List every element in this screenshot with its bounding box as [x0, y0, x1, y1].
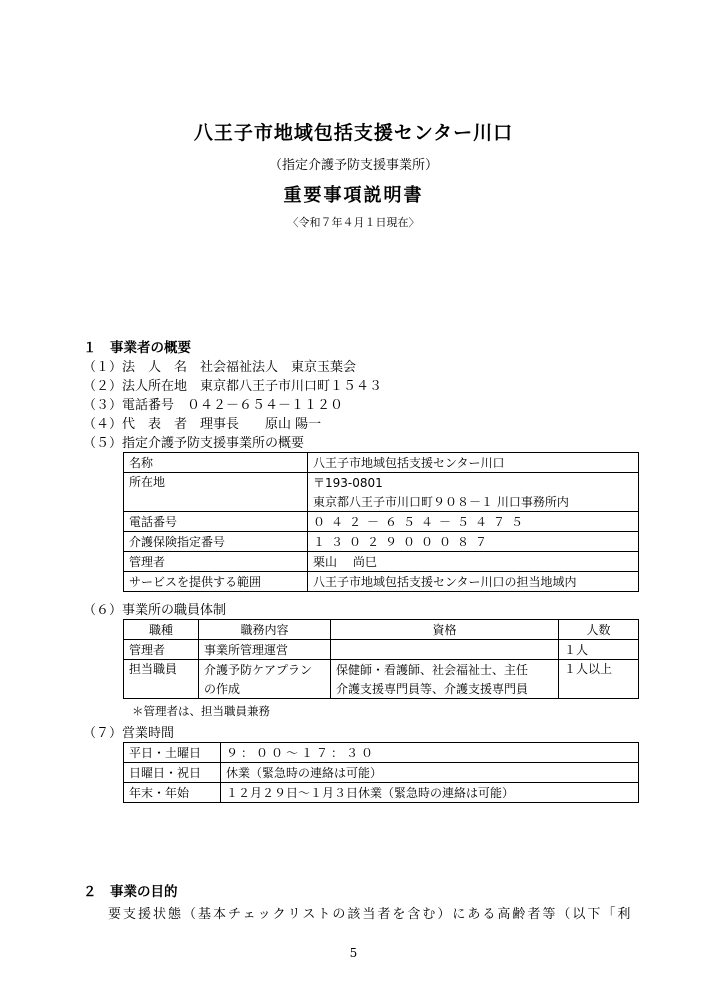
column-header: 職種 [124, 620, 199, 640]
phone-label: 電話番号 [124, 512, 308, 532]
staff-duty: 事業所管理運営 [199, 640, 331, 660]
line-number: （３） [83, 398, 123, 413]
staff-type: 管理者 [124, 640, 199, 660]
line-value: 東京都八王子市川口町１５４３ [200, 379, 383, 394]
column-header: 資格 [331, 620, 559, 640]
as-of-date: 〈令和７年４月１日現在〉 [287, 216, 420, 229]
staff-count: １人以上 [559, 660, 639, 699]
document-title: 重要事項説明書 [283, 185, 424, 206]
manager-label: 管理者 [124, 552, 308, 572]
overview-line-phone [83, 394, 343, 413]
section-heading-purpose: ２ 事業の目的 [83, 884, 178, 900]
hours-time: ９：００～１７：３０ [221, 743, 639, 763]
staff-qualification [331, 640, 559, 660]
line-number: （４） [83, 417, 123, 432]
overview-line-corp-name [83, 356, 356, 375]
table-row [124, 512, 639, 532]
table-row [124, 532, 639, 552]
name-label: 名称 [124, 453, 308, 473]
line-value: 社会福祉法人 東京玉葉会 [200, 360, 357, 375]
hours-time: １２月２９日～１月３日休業（緊急時の連絡は可能） [221, 783, 639, 803]
table-row [124, 453, 639, 473]
table-row [124, 572, 639, 592]
phone-value: ０４２－６５４－５４７５ [308, 512, 639, 532]
column-header: 職務内容 [199, 620, 331, 640]
hours-heading: （７）営業時間 [83, 726, 175, 741]
staff-duty: 介護予防ケアプラン [199, 660, 331, 680]
hours-day: 年末・年始 [124, 783, 221, 803]
staff-type: 担当職員 [124, 660, 199, 699]
staff-count: １人 [559, 640, 639, 660]
line-label: 電話番号 [122, 398, 175, 413]
table-row [124, 743, 639, 763]
hours-day: 日曜日・祝日 [124, 763, 221, 783]
table-row [124, 783, 639, 803]
table-row [124, 640, 639, 660]
page-title: 八王子市地域包括支援センター川口 [193, 122, 514, 144]
table-header-row [124, 620, 639, 640]
table-row [124, 473, 639, 493]
postal-code: 〒193-0801 [308, 473, 639, 493]
line-number: （２） [83, 379, 123, 394]
section-heading-overview: １ 事業者の概要 [83, 340, 191, 356]
page-number: 5 [349, 946, 358, 960]
address-label: 所在地 [124, 473, 308, 512]
office-overview-heading: （５）指定介護予防支援事業所の概要 [83, 436, 305, 451]
line-value: 理事長 原山 陽一 [200, 417, 322, 432]
hours-day: 平日・土曜日 [124, 743, 221, 763]
insurance-number-label: 介護保険指定番号 [124, 532, 308, 552]
manager-value: 栗山 尚巳 [308, 552, 639, 572]
hours-time: 休業（緊急時の連絡は可能） [221, 763, 639, 783]
table-row [124, 660, 639, 680]
line-label: 法 人 名 [122, 360, 188, 375]
name-value: 八王子市地域包括支援センター川口 [308, 453, 639, 473]
column-header: 人数 [559, 620, 639, 640]
purpose-text: 要支援状態（基本チェックリストの該当者を含む）にある高齢者等（以下「利 [108, 907, 633, 922]
service-area-label: サービスを提供する範囲 [124, 572, 308, 592]
line-label: 法人所在地 [122, 379, 188, 394]
staff-note: ＊管理者は、担当職員兼務 [132, 704, 270, 718]
overview-line-corp-address [83, 375, 382, 394]
line-label: 代 表 者 [122, 417, 188, 432]
staff-qualification-cont: 介護支援専門員等、介護支援専門員 [331, 679, 559, 699]
table-row [124, 552, 639, 572]
page-subtitle: （指定介護予防支援事業所） [268, 158, 438, 173]
address-value: 東京都八王子市川口町９０８－１ 川口事務所内 [308, 492, 639, 512]
office-overview-table [123, 452, 639, 592]
table-row [124, 763, 639, 783]
service-area-value: 八王子市地域包括支援センター川口の担当地域内 [308, 572, 639, 592]
business-hours-table [123, 742, 639, 803]
staff-table [123, 619, 639, 699]
overview-line-representative [83, 413, 321, 432]
staff-duty-cont: の作成 [199, 679, 331, 699]
line-number: （１） [83, 360, 123, 375]
staff-heading: （６）事業所の職員体制 [83, 603, 227, 618]
insurance-number-value: １３０２９０００８７ [308, 532, 639, 552]
staff-qualification: 保健師・看護師、社会福祉士、主任 [331, 660, 559, 680]
line-value: ０４２－６５４－１１２０ [187, 398, 344, 413]
